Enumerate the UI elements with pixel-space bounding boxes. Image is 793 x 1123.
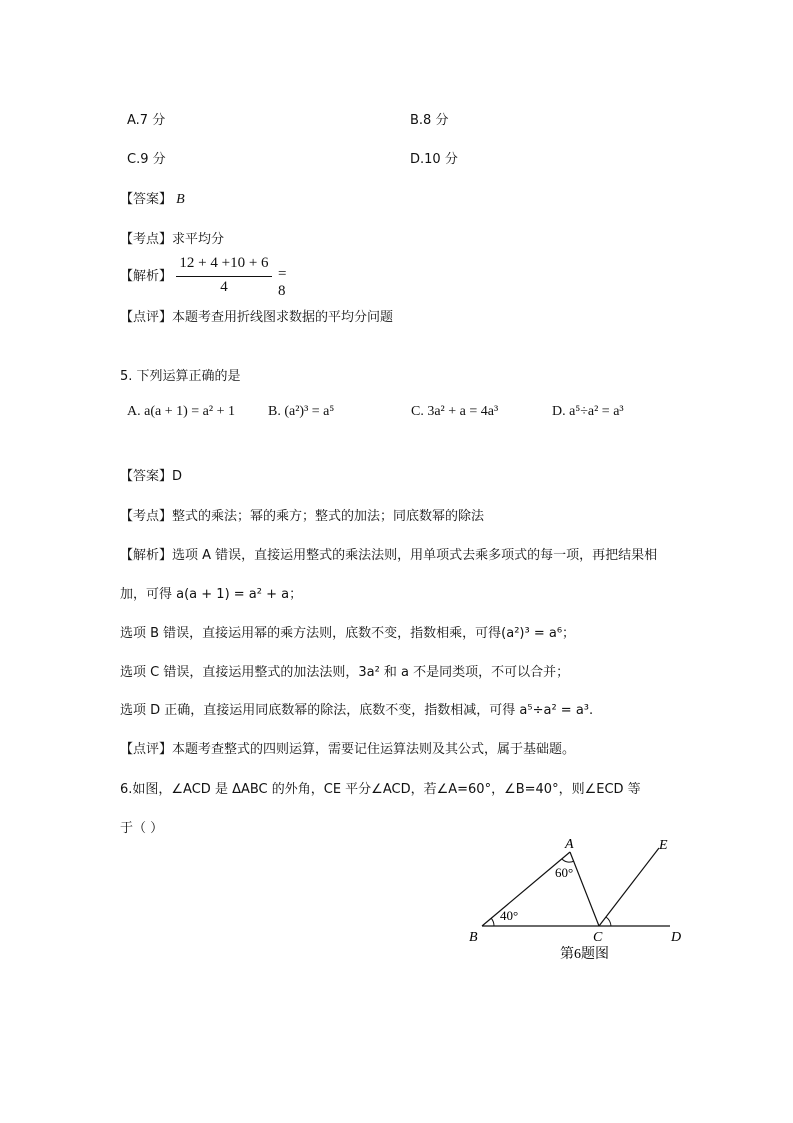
fraction-bar <box>176 276 272 277</box>
q5-kaodian: 【考点】整式的乘法；幂的乘方；整式的加法；同底数幂的除法 <box>120 509 485 524</box>
label-b: B <box>469 930 478 945</box>
q4-option-a: A.7 分 <box>127 113 166 128</box>
angle-a-arc <box>562 859 574 862</box>
line-ba <box>482 852 570 926</box>
q6-stem-line1: 6.如图，∠ACD 是 ΔABC 的外角，CE 平分∠ACD，若∠A=60°，∠B=40°，则∠ECD 等 <box>120 782 641 797</box>
fraction-numerator: 12 + 4 +10 + 6 <box>179 255 269 271</box>
q5-option-d: D. a⁵÷a² = a³ <box>552 404 624 419</box>
q4-answer <box>120 188 185 208</box>
angle-b-arc <box>491 918 494 926</box>
label-d: D <box>671 930 682 945</box>
q4-kaodian <box>120 228 224 247</box>
figure-caption: 第6题图 <box>560 947 609 962</box>
label-c: C <box>593 930 603 945</box>
q5-dianping: 【点评】本题考查整式的四则运算，需要记住运算法则及其公式，属于基础题。 <box>120 742 576 757</box>
dianping-tag: 【点评】 <box>120 310 173 325</box>
q4-option-c: C.9 分 <box>127 152 166 167</box>
fraction-result: = 8 <box>278 266 287 299</box>
q5-jiexi-line5: 选项 D 正确，直接运用同底数幂的除法，底数不变，指数相减，可得 a⁵÷a² = a³. <box>120 703 594 718</box>
q5-answer: 【答案】D <box>120 469 183 484</box>
q5-jiexi-line4: 选项 C 错误，直接运用整式的加法法则，3a² 和 a 不是同类项，不可以合并； <box>120 665 570 680</box>
angle-b-label: 40° <box>500 908 519 923</box>
q4-jiexi-tag: 【解析】 <box>120 269 173 284</box>
q5-jiexi-line1: 【解析】选项 A 错误，直接运用整式的乘法法则，用单项式去乘多项式的每一项，再把结果相 <box>120 548 658 563</box>
line-ac <box>570 852 599 926</box>
q5-jiexi-line3: 选项 B 错误，直接运用幂的乘方法则，底数不变，指数相乘，可得(a²)³ = a⁶； <box>120 626 576 641</box>
q5-jiexi-line2: 加，可得 a(a + 1) = a² + a； <box>120 587 303 602</box>
answer-tag: 【答案】 <box>120 192 173 207</box>
q5-stem: 5. 下列运算正确的是 <box>120 369 241 384</box>
q4-option-b: B.8 分 <box>410 113 449 128</box>
q5-option-c: C. 3a² + a = 4a³ <box>411 404 499 419</box>
angle-a-label: 60° <box>555 865 574 880</box>
label-a: A <box>565 837 574 852</box>
q6-figure <box>460 830 700 965</box>
dianping-text: 本题考查用折线图求数据的平均分问题 <box>172 310 394 325</box>
q5-option-b: B. (a²)³ = a⁵ <box>268 404 335 419</box>
kaodian-text: 求平均分 <box>172 232 225 247</box>
label-e: E <box>659 838 668 853</box>
answer-value: B <box>176 192 185 207</box>
fraction-denominator: 4 <box>220 279 228 295</box>
q6-stem-line2: 于（ ） <box>120 821 164 836</box>
q5-option-a: A. a(a + 1) = a² + 1 <box>127 404 235 419</box>
angle-ecd-arc <box>606 917 611 926</box>
kaodian-tag: 【考点】 <box>120 232 173 247</box>
line-ce <box>599 848 659 926</box>
q4-option-d: D.10 分 <box>410 152 458 167</box>
q4-dianping <box>120 306 393 325</box>
